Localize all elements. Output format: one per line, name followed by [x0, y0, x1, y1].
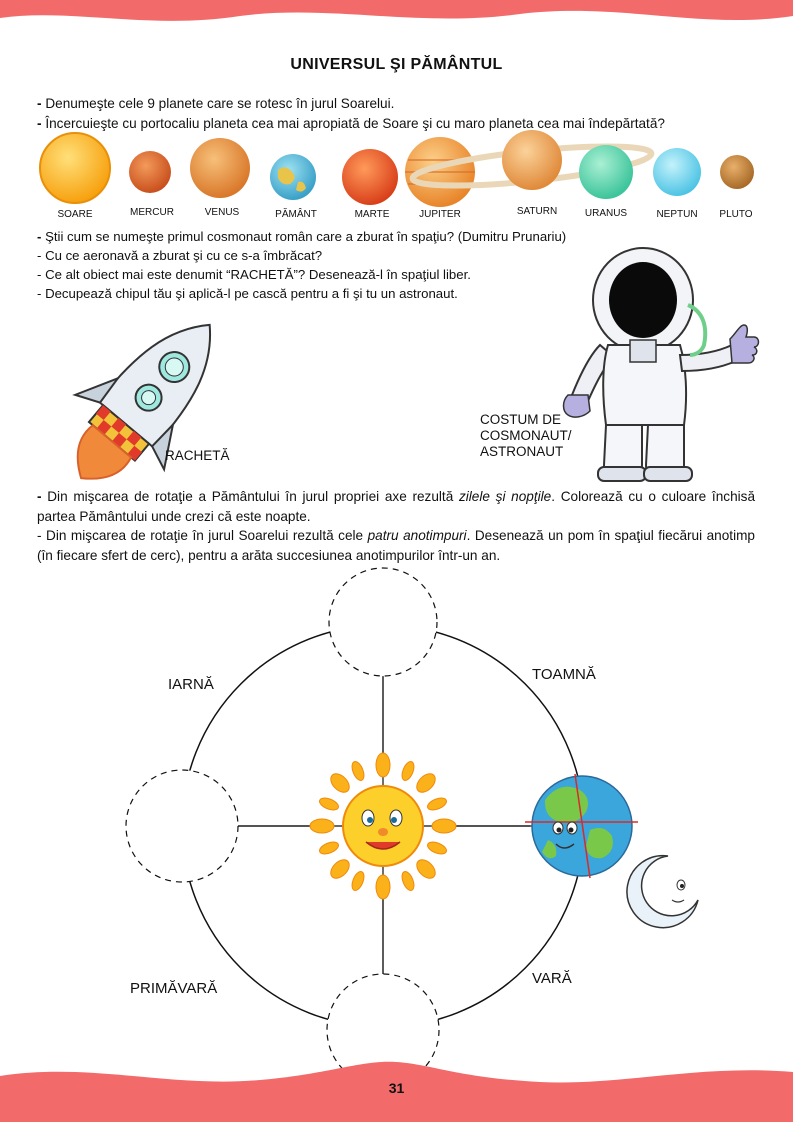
page-number: 31	[388, 1080, 405, 1096]
instructions-top: - Denumeşte cele 9 planete care se rotesc în jurul Soarelui. - Încercuieşte cu portocaliu planeta cea mai apropiată de Soare şi cu maro planeta cea mai îndepărtată?	[37, 96, 665, 131]
revolution-emphasis: patru anotimpuri	[367, 528, 467, 543]
astronaut-caption	[480, 412, 572, 460]
label-neptune: NEPTUN	[656, 209, 698, 220]
instruction-1: Denumeşte cele 9 planete care se rotesc în jurul Soarelui.	[45, 96, 395, 111]
label-venus: VENUS	[204, 207, 240, 218]
label-earth: PĂMÂNT	[275, 209, 317, 220]
revolution-paragraph: - Din mişcarea de rotaţie în jurul Soarelui rezultă cele patru anotimpuri. Desenează un pom în spaţiul fiecărui anotimp (în fiecare sfert de cerc), pentru a arăta succesiunea anotimpurilor într-un an.	[37, 528, 755, 563]
revolution-text-1: Din mişcarea de rotaţie în jurul Soarelui rezultă cele	[46, 528, 368, 543]
astronaut-caption-line-1: COSTUM DE	[480, 412, 561, 427]
neptune-icon	[653, 148, 701, 196]
saturn-icon	[502, 130, 562, 190]
uranus-icon	[579, 145, 633, 199]
question-3: Ce alt obiect mai este denumit “RACHETĂ”? Desenează-l în spaţiul liber.	[45, 267, 471, 282]
rotation-text-2: . Colorează cu o culoare închisă partea Pământului unde crezi că este noapte.	[37, 489, 756, 524]
winter-tree-space-top	[329, 568, 437, 676]
season-winter-label: IARNĂ	[168, 676, 214, 693]
seasons-orbit-diagram	[0, 560, 793, 1080]
question-1: Ştii cum se numeşte primul cosmonaut român care a zburat în spaţiu? (Dumitru Prunariu)	[45, 229, 567, 244]
sun-planet-icon	[40, 133, 110, 203]
season-autumn-label: TOAMNĂ	[532, 666, 596, 683]
rocket-caption: RACHETĂ	[165, 448, 230, 463]
venus-icon	[190, 138, 250, 198]
page-title: UNIVERSUL ŞI PĂMÂNTUL	[290, 56, 503, 73]
astronaut-icon	[560, 245, 760, 485]
label-jupiter: JUPITER	[419, 209, 461, 220]
instruction-2: Încercuieşte cu portocaliu planeta cea mai apropiată de Soare şi cu maro planeta cea mai îndepărtată?	[45, 115, 665, 131]
revolution-text-2: . Desenează un pom în spaţiul fiecărui anotimp (în fiecare sfert de cerc), pentru a arăta succesiunea anotimpurilor într-un an.	[37, 528, 755, 563]
rotation-paragraph: - Din mişcarea de rotaţie a Pământului în jurul propriei axe rezultă zilele şi nopţile. Colorează cu o culoare închisă partea Pământului unde crezi că este noapte.	[37, 489, 756, 524]
season-spring-label: PRIMĂVARĂ	[130, 980, 218, 997]
top-wave	[0, 0, 793, 40]
astronaut-caption-line-3: ASTRONAUT	[480, 444, 564, 459]
smiling-sun-icon	[310, 753, 456, 899]
rotation-text-1: Din mişcarea de rotaţie a Pământului în jurul propriei axe rezultă	[47, 489, 459, 504]
pluto-icon	[720, 155, 754, 189]
label-saturn: SATURN	[516, 206, 558, 217]
questions-block: - Ştii cum se numeşte primul cosmonaut român care a zburat în spaţiu? (Dumitru Prunariu) - Cu ce aeronavă a zburat şi cu ce s-a îmbrăcat? - Ce alt obiect mai este denumit “RACHETĂ”? Desenează-l în spaţiul liber. - Decupează chipul tău şi aplică-l pe cască pentru a fi şi tu un astronaut.	[37, 229, 567, 301]
question-2: Cu ce aeronavă a zburat şi cu ce s-a îmbrăcat?	[45, 248, 323, 263]
rotation-emphasis: zilele şi nopţile	[458, 489, 552, 504]
mars-icon	[342, 149, 398, 205]
astronaut-caption-line-2: COSMONAUT/	[480, 428, 572, 443]
question-4: Decupează chipul tău şi aplică-l pe cască pentru a fi şi tu un astronaut.	[45, 286, 458, 301]
tree-space-left	[126, 770, 238, 882]
label-mercury: MERCUR	[130, 207, 174, 218]
earth-globe-icon	[525, 774, 638, 878]
label-pluto: PLUTO	[719, 209, 753, 220]
label-uranus: URANUS	[584, 208, 628, 219]
season-summer-label: VARĂ	[532, 970, 572, 987]
crescent-moon-icon	[627, 856, 698, 928]
mercury-icon	[129, 151, 171, 193]
label-mars: MARTE	[354, 209, 390, 220]
label-sun: SOARE	[57, 209, 93, 220]
